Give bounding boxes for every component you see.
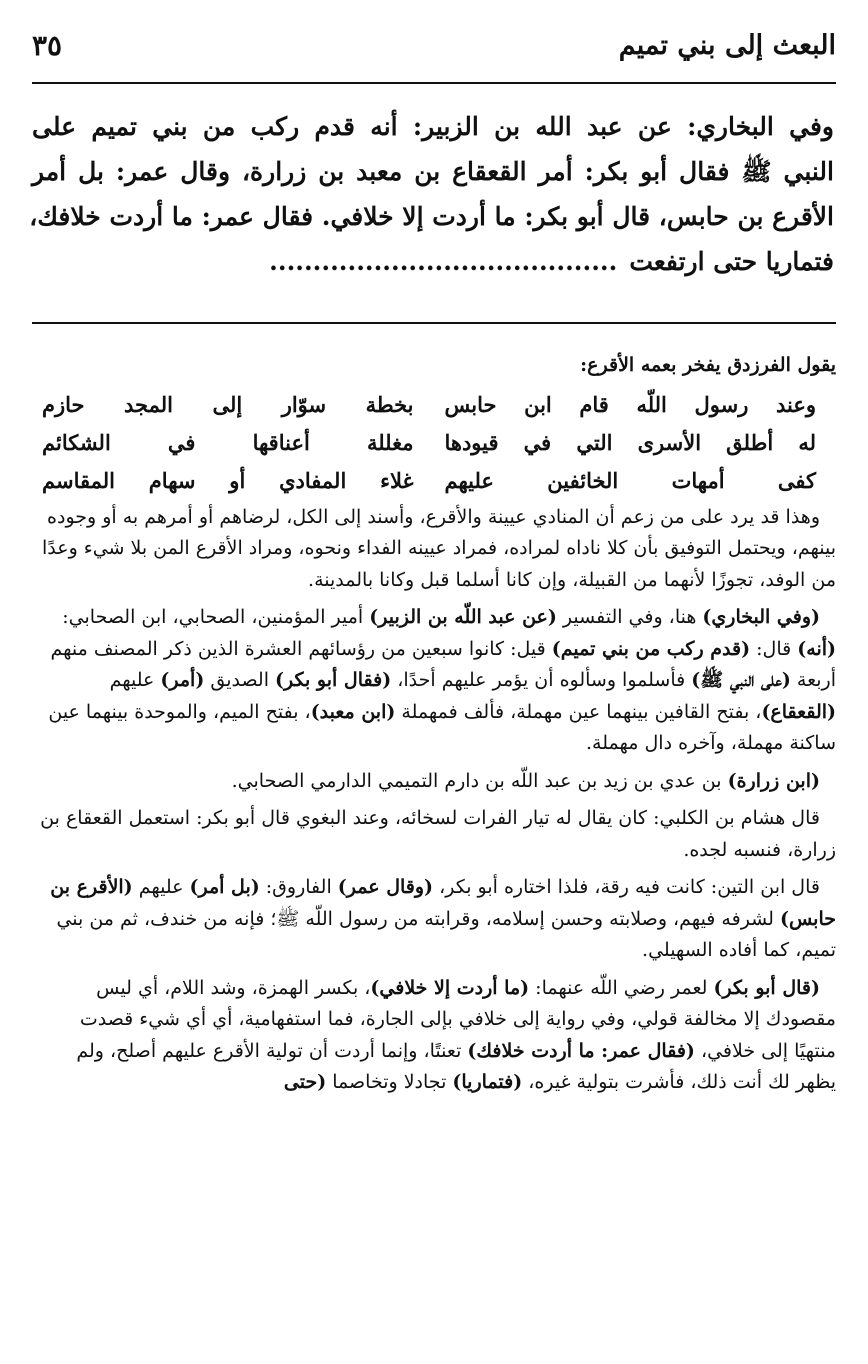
commentary-text: عليهم	[109, 669, 161, 691]
commentary-text: بن عدي بن زيد بن عبد اللّه بن دارم التميمي الدارمي الصحابي.	[231, 769, 728, 792]
header-rule	[32, 82, 836, 84]
quoted-phrase: (القعقاع)	[761, 700, 836, 723]
commentary-text: لعمر رضي اللّه عنهما:	[529, 976, 714, 999]
quoted-phrase: (فقال عمر: ما أردت خلافك)	[467, 1039, 695, 1062]
commentary-text: تعنتًا، وإنما أردت أن تولية الأقرع عليهم أصلح، ولم يظهر لك أنت ذلك، فأشرت بتولية غيره،	[76, 1039, 836, 1093]
quoted-phrase: (الأقرع بن حابس)	[50, 876, 836, 930]
poem-verse	[32, 462, 836, 500]
quoted-phrase: (ما أردت إلا خلافي)	[370, 976, 530, 999]
quoted-phrase: (أمر)	[160, 669, 205, 691]
poem-intro: يقول الفرزدق يفخر بعمه الأقرع:	[580, 354, 836, 376]
hadith-line-last	[32, 239, 834, 284]
page-header	[32, 22, 836, 68]
quoted-phrase: (ابن معبد)	[310, 700, 396, 723]
commentary-text: لشرفه فيهم، وصلابته وحسن إسلامه، وقرابته من رسول اللّه ﷺ؛ فإنه من خندف، ثم من بني تميم، كما أفاده السهيلي.	[56, 907, 836, 961]
commentary-text: ، بفتح القافين بينهما عين مهملة، فألف فمهملة	[395, 700, 762, 723]
commentary-paragraph: وهذا قد يرد على من زعم أن المنادي عيينة والأقرع، وأسند إلى الكل، لرضاهم أو أمرهم به أو وجوده بينهم، ويحتمل التوفيق بأن كلا ناداه لمراده، فمراد عيينه الفداء ونحوه، ومراد الأقرع المن بلا شيء وعدًا من الوفد، تجوزًا لأنهما من القبيلة، وإن كانا أسلما قبل وكانا بالمدينة.	[41, 505, 836, 591]
quoted-phrase: (وقال عمر)	[337, 876, 434, 898]
commentary-text: الصديق	[204, 669, 276, 691]
commentary-text: قال:	[750, 637, 798, 660]
commentary	[32, 350, 836, 1099]
verse-first-hemistich: كفى أمهات الخائفين عليهم	[444, 467, 816, 493]
quoted-phrase: (وفي البخاري)	[702, 606, 820, 628]
quoted-phrase: (على النبي ﷺ)	[691, 669, 791, 691]
verse-first-hemistich: وعند رسول اللّه قام ابن حابس	[444, 391, 816, 417]
commentary-paragraph	[32, 973, 836, 1099]
poem-verse	[32, 386, 836, 424]
commentary-text: أمير المؤمنين، الصحابي، ابن الصحابي:	[62, 606, 370, 628]
commentary-paragraph	[32, 766, 836, 798]
commentary-text: تجادلا وتخاصما	[326, 1071, 453, 1093]
quoted-phrase: (فقال أبو بكر)	[275, 669, 392, 691]
hadith-line: النبي ﷺ فقال أبو بكر: أمر القعقاع بن معبد بن زرارة، وقال عمر: بل أمر	[32, 157, 834, 186]
commentary-paragraph	[32, 602, 836, 760]
commentary-text: ، بكسر الهمزة، وشد اللام، أي ليس مقصودك إلا مخالفة قولي، وفي رواية إلى خلافي بإلى الجارة، فما استفهامية، أي أي شيء قصدت منتهيًا إلى خلافي،	[79, 976, 836, 1062]
commentary-text: الفاروق:	[259, 876, 338, 898]
quoted-phrase: (فتماريا)	[452, 1071, 523, 1093]
verse-second-hemistich: بخطة سوّار إلى المجد حازم	[42, 391, 414, 417]
hadith-text	[29, 104, 834, 284]
quoted-phrase: (قدم ركب من بني تميم)	[551, 637, 751, 660]
poem	[32, 386, 836, 500]
quoted-phrase: (ابن زرارة)	[727, 769, 820, 792]
running-title: البعث إلى بني تميم	[618, 29, 836, 61]
commentary-text: ، بفتح الميم، والموحدة بينهما عين ساكنة مهملة، وآخره دال مهملة.	[48, 700, 836, 754]
verse-second-hemistich: مغللة أعناقها في الشكائم	[42, 429, 414, 455]
quoted-phrase: (أنه)	[797, 637, 836, 660]
commentary-text: قال ابن التين: كانت فيه رقة، فلذا اختاره أبو بكر،	[433, 876, 820, 898]
verse-second-hemistich: غلاء المفادي أو سهام المقاسم	[42, 467, 414, 493]
quoted-phrase: (حتى	[283, 1071, 327, 1093]
quoted-phrase: (بل أمر)	[189, 876, 260, 898]
page-number: ٣٥	[32, 28, 63, 62]
commentary-text: عليهم	[132, 876, 190, 898]
separator-rule	[32, 322, 836, 324]
quoted-phrase: (قال أبو بكر)	[713, 976, 820, 999]
ellipsis-dots: ........................................	[269, 247, 618, 276]
quoted-phrase: (عن عبد اللّه بن الزبير)	[369, 606, 557, 628]
verse-first-hemistich: له أطلق الأسرى التي في قيودها	[444, 429, 816, 455]
commentary-text: قيل: كانوا سبعين من رؤسائهم العشرة الذين ذكر المصنف منهم أربعة	[50, 637, 836, 691]
poem-verse	[32, 424, 836, 462]
hadith-line-text: فتماريا حتى ارتفعت	[629, 247, 834, 276]
hadith-line: وفي البخاري: عن عبد الله بن الزبير: أنه قدم ركب من بني تميم على	[32, 112, 834, 141]
commentary-text: فأسلموا وسألوه أن يؤمر عليهم أحدًا،	[391, 669, 692, 691]
commentary-paragraph	[32, 872, 836, 967]
commentary-text: هنا، وفي التفسير	[556, 606, 703, 628]
hadith-line: الأقرع بن حابس، قال أبو بكر: ما أردت إلا خلافي. فقال عمر: ما أردت خلافك،	[29, 202, 834, 231]
commentary-paragraph: قال هشام بن الكلبي: كان يقال له تيار الفرات لسخائه، وعند البغوي قال أبو بكر: استعمل القعقاع بن زرارة، فنسبه لجده.	[40, 807, 836, 861]
